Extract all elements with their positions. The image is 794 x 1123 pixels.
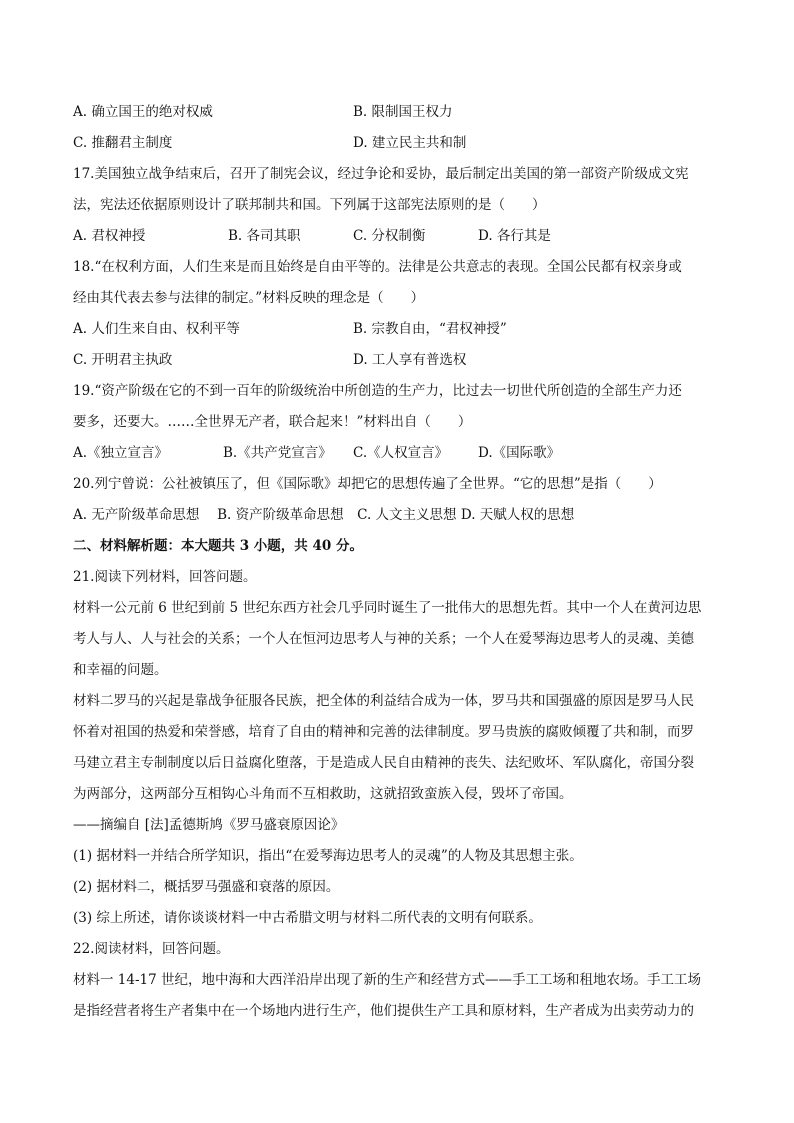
q20-options-line: A. 无产阶级革命思想 B. 资产阶级革命思想 C. 人文主义思想 D. 天赋人权的思想 <box>73 507 575 523</box>
q19-option-d: D.《国际歌》 <box>478 445 561 461</box>
q17-option-d: D. 各行其是 <box>478 228 551 244</box>
q16-option-c: C. 推翻君主制度 <box>73 135 173 151</box>
q18-option-d: D. 工人享有普选权 <box>353 352 467 368</box>
q21-material2-line1: 材料二罗马的兴起是靠战争征服各民族，把全体的利益结合成为一体，罗马共和国强盛的原因是罗马人民 <box>73 693 694 709</box>
q21-material1-line2: 考人与人、人与社会的关系；一个人在恒河边思考人与神的关系；一个人在爱琴海边思考人的灵魂、美德 <box>73 631 694 647</box>
q22-material1-line1: 材料一 14-17 世纪，地中海和大西洋沿岸出现了新的生产和经营方式——手工工场和租地农场。手工工场 <box>73 972 701 988</box>
q19-option-a: A.《独立宣言》 <box>73 445 169 461</box>
q16-option-d: D. 建立民主共和制 <box>353 135 467 151</box>
q17-option-b: B. 各司其职 <box>228 228 301 244</box>
q21-intro: 21.阅读下列材料，回答问题。 <box>73 569 257 585</box>
q22-material1-line2: 是指经营者将生产者集中在一个场地内进行生产，他们提供生产工具和原材料，生产者成为出卖劳动力的 <box>73 1003 694 1019</box>
q22-intro: 22.阅读材料，回答问题。 <box>73 941 230 957</box>
q21-material1-line3: 和幸福的问题。 <box>73 662 168 678</box>
section2-heading: 二、材料解析题：本大题共 3 小题，共 40 分。 <box>73 538 363 554</box>
q20-stem-line1: 20.列宁曾说：公社被镇压了，但《国际歌》却把它的思想传遍了全世界。“它的思想”是指（ ） <box>73 476 662 492</box>
q19-option-c: C.《人权宣言》 <box>353 445 449 461</box>
q21-material1-line1: 材料一公元前 6 世纪到前 5 世纪东西方社会几乎同时诞生了一批伟大的思想先哲。其中一个人在黄河边思 <box>73 600 702 616</box>
q21-source: ——摘编自 [法]孟德斯鸠《罗马盛衰原因论》 <box>73 817 345 833</box>
q21-subquestion-2: (2) 据材料二，概括罗马强盛和衰落的原因。 <box>73 879 340 895</box>
q21-material2-line4: 为两部分，这两部分互相钩心斗角而不互相救助，这就招致蛮族入侵，毁坏了帝国。 <box>73 786 573 802</box>
q19-stem-line1: 19.“资产阶级在它的不到一百年的阶级统治中所创造的生产力，比过去一切世代所创造的全部生产力还 <box>73 383 682 399</box>
q17-option-c: C. 分权制衡 <box>353 228 426 244</box>
q16-option-b: B. 限制国王权力 <box>353 104 453 120</box>
q21-subquestion-1: (1) 据材料一并结合所学知识，指出“在爱琴海边思考人的灵魂”的人物及其思想主张。 <box>73 848 583 864</box>
q21-material2-line2: 怀着对祖国的热爱和荣誉感，培育了自由的精神和完善的法律制度。罗马贵族的腐败倾覆了共和制，而罗 <box>73 724 694 740</box>
q21-subquestion-3: (3) 综上所述，请你谈谈材料一中古希腊文明与材料二所代表的文明有何联系。 <box>73 910 542 926</box>
q17-stem-line2: 法，宪法还依据原则设计了联邦制共和国。下列属于这部宪法原则的是（ ） <box>73 197 546 213</box>
q18-stem-line2: 经由其代表去参与法律的制定。”材料反映的理念是（ ） <box>73 290 425 306</box>
q19-option-b: B.《共产党宣言》 <box>223 445 332 461</box>
q19-stem-line2: 要多，还要大。……全世界无产者，联合起来！”材料出自（ ） <box>73 414 472 430</box>
q21-material2-line3: 马建立君主专制制度以后日益腐化堕落，于是造成人民自由精神的丧失、法纪败坏、军队腐化，帝国分裂 <box>73 755 694 771</box>
q18-option-c: C. 开明君主执政 <box>73 352 173 368</box>
q17-option-a: A. 君权神授 <box>73 228 146 244</box>
q18-option-b: B. 宗教自由，“君权神授” <box>353 321 507 337</box>
q16-option-a: A. 确立国王的绝对权威 <box>73 104 213 120</box>
q17-stem-line1: 17.美国独立战争结束后，召开了制宪会议，经过争论和妥协，最后制定出美国的第一部资产阶级成文宪 <box>73 166 689 182</box>
q18-stem-line1: 18.“在权利方面，人们生来是而且始终是自由平等的。法律是公共意志的表现。全国公民都有权亲身或 <box>73 259 682 275</box>
q18-option-a: A. 人们生来自由、权利平等 <box>73 321 240 337</box>
